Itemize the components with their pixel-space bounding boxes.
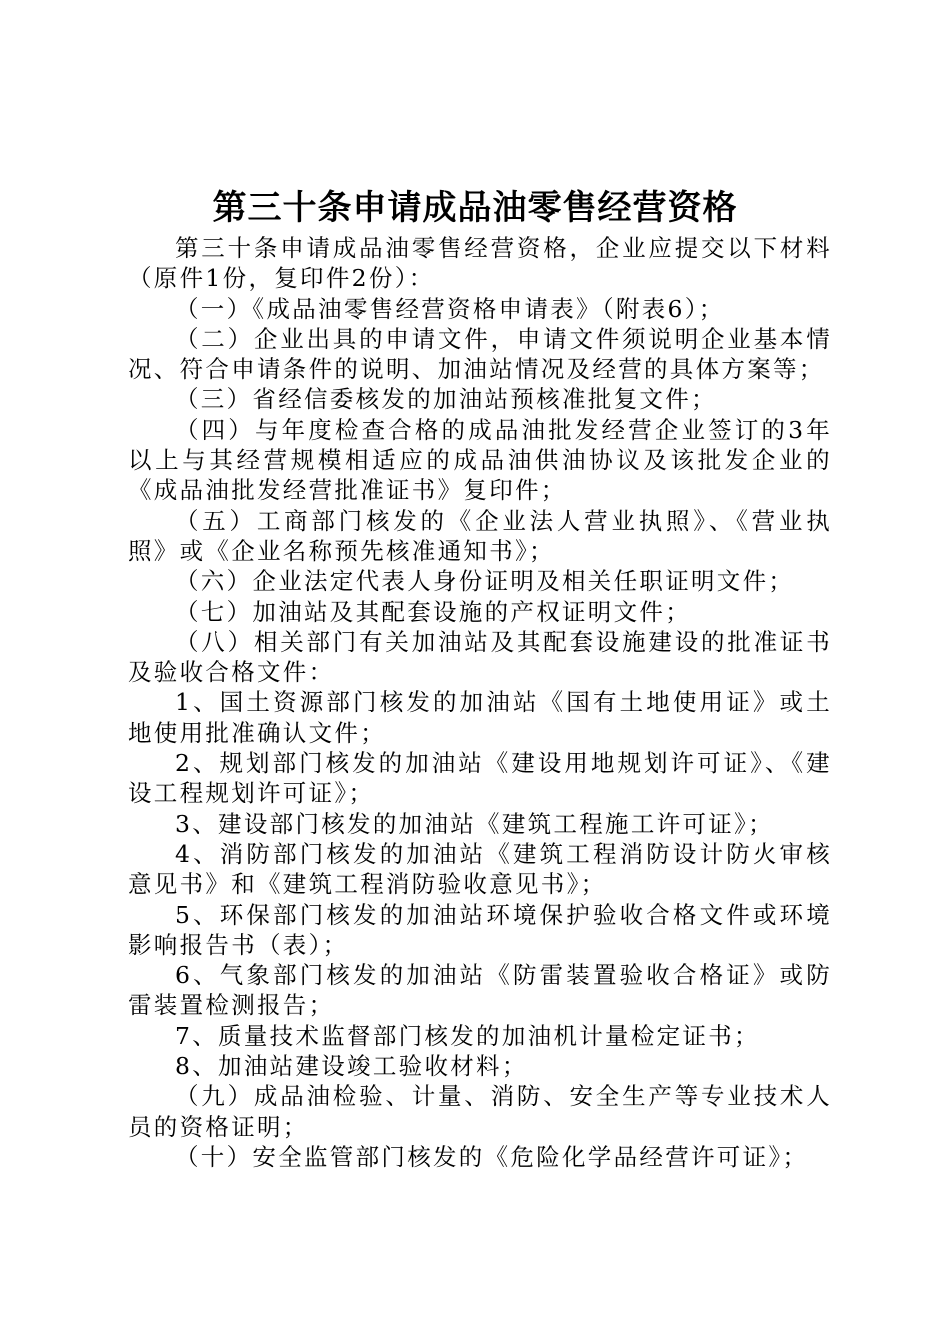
item-7: （七）加油站及其配套设施的产权证明文件； (175, 597, 691, 626)
subitem-6: 6、气象部门核发的加油站《防雷装置验收合格证》或防雷装置检测报告； (128, 961, 832, 1020)
subitem-7: 7、质量技术监督部门核发的加油机计量检定证书； (175, 1021, 760, 1050)
item-2: （二）企业出具的申请文件，申请文件须说明企业基本情况、符合申请条件的说明、加油站情况及经营的具体方案等； (128, 324, 832, 384)
item-1: （一）《成品油零售经营资格申请表》（附表6）； (175, 294, 725, 323)
subitem-4: 4、消防部门核发的加油站《建筑工程消防设计防火审核意见书》和《建筑工程消防验收意见书》； (128, 839, 832, 899)
subitem-5: 5、环保部门核发的加油站环境保护验收合格文件或环境影响报告书（表）； (128, 900, 832, 959)
subitem-8: 8、加油站建设竣工验收材料； (175, 1052, 528, 1081)
subitem-3: 3、建设部门核发的加油站《建筑工程施工许可证》； (175, 809, 774, 838)
subitem-1: 1、国土资源部门核发的加油站《国有土地使用证》或土地使用批准确认文件； (128, 688, 832, 747)
item-10: （十）安全监管部门核发的《危险化学品经营许可证》； (175, 1142, 809, 1171)
item-4: （四）与年度检查合格的成品油批发经营企业签订的3年以上与其经营规模相适应的成品油供油协议及该批发企业的《成品油批发经营批准证书》复印件； (128, 415, 832, 505)
document-title: 第三十条申请成品油零售经营资格 (212, 188, 738, 228)
item-3: （三）省经信委核发的加油站预核准批复文件； (175, 385, 717, 414)
item-9: （九）成品油检验、计量、消防、安全生产等专业技术人员的资格证明； (128, 1082, 832, 1141)
subitem-2: 2、规划部门核发的加油站《建设用地规划许可证》、《建设工程规划许可证》； (128, 749, 832, 808)
item-6: （六）企业法定代表人身份证明及相关任职证明文件； (175, 567, 795, 596)
item-8: （八）相关部门有关加油站及其配套设施建设的批准证书及验收合格文件： (128, 627, 832, 687)
intro-paragraph: 第三十条申请成品油零售经营资格，企业应提交以下材料（原件1份，复印件2份）： (128, 234, 832, 293)
document-body (128, 233, 832, 1172)
item-5: （五）工商部门核发的《企业法人营业执照》、《营业执照》或《企业名称预先核准通知书》； (128, 506, 832, 565)
